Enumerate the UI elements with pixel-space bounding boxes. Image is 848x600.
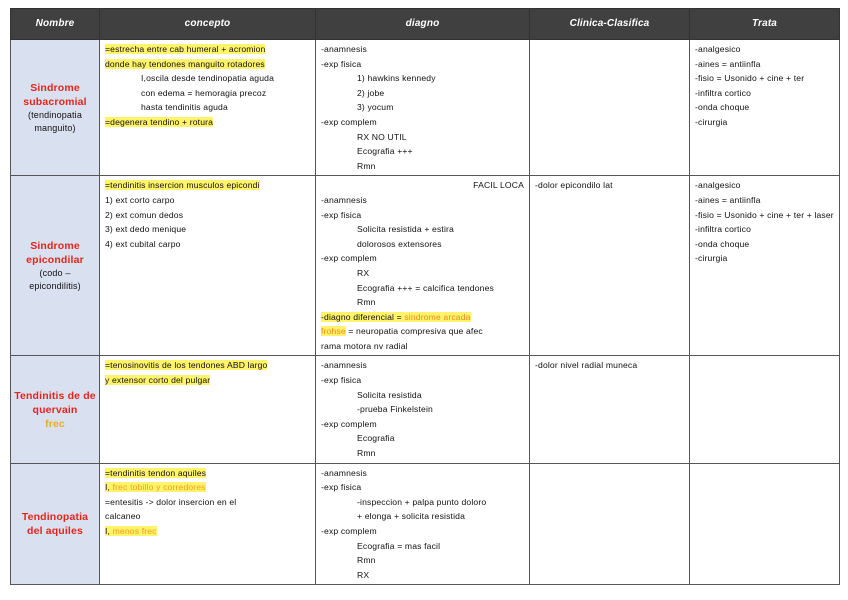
diagno-line: -exp complem	[321, 253, 377, 264]
trata-line: -cirurgia	[695, 253, 728, 264]
trata-line: -infiltra cortico	[695, 87, 752, 98]
diagno-line: Ecografia = mas facil	[357, 540, 441, 551]
condition-subtitle: frec	[45, 417, 65, 430]
condition-name: Tendinopatia del aquiles	[21, 511, 89, 537]
header-nombre: Nombre	[11, 9, 100, 40]
diagno-highlight: sindrome arcada	[404, 311, 471, 322]
trata-line: -aines = antiinfla	[695, 194, 761, 205]
concepto-line: =tenosinovitis de los tendones ABD largo	[105, 360, 268, 371]
trata-cell	[690, 176, 840, 356]
diagno-line: RX	[357, 267, 370, 278]
clinica-line: -dolor epicondilo lat	[535, 180, 613, 191]
concepto-line: =estrecha entre cab humeral + acromion	[105, 44, 266, 54]
condition-name: Sindrome subacromial	[23, 81, 87, 108]
trata-line: -aines = antiinfla	[695, 58, 761, 69]
notes-table	[10, 8, 840, 585]
condition-subtitle: (codo – epicondilitis)	[29, 267, 81, 291]
header-clinica: Clinica-Clasifica	[530, 9, 690, 40]
trata-line: -analgesico	[695, 180, 741, 191]
diagno-line: Rmn	[357, 160, 376, 171]
diagno-line: -exp complem	[321, 116, 377, 127]
concepto-line: con edema = hemoragia precoz	[141, 87, 267, 98]
diagno-line: RX NO UTIL	[357, 131, 407, 142]
diagno-line: -anamnesis	[321, 44, 367, 54]
diagno-highlight: frohse	[321, 326, 346, 337]
diagno-line: Solicita resistida + estira	[357, 224, 454, 235]
concepto-line: y extensor corto del pulgar	[105, 375, 211, 386]
diagno-line: FACIL LOCA	[473, 180, 524, 191]
diagno-line: Solicita resistida	[357, 389, 422, 400]
diagno-line: -anamnesis	[321, 194, 367, 205]
diagno-line: 1) hawkins kennedy	[357, 73, 436, 84]
clinica-cell	[530, 176, 690, 356]
diagno-cell	[316, 176, 530, 356]
trata-line: -onda choque	[695, 102, 750, 113]
concepto-cell	[100, 463, 316, 585]
diagno-line: Ecografia +++ = calcifica tendones	[357, 282, 494, 293]
table-row	[11, 356, 840, 463]
trata-line: -infiltra cortico	[695, 224, 752, 235]
concepto-line: I,	[105, 526, 113, 536]
concepto-line: I,	[105, 482, 113, 493]
concepto-line: =entesitis -> dolor insercion en el	[105, 496, 237, 507]
header-trata: Trata	[690, 9, 840, 40]
clinica-cell	[530, 356, 690, 463]
trata-cell	[690, 463, 840, 585]
concepto-cell	[100, 176, 316, 356]
trata-cell	[690, 356, 840, 463]
diagno-line: -prueba Finkelstein	[357, 404, 433, 415]
concepto-line: =degenera tendino + rotura	[105, 116, 214, 127]
concepto-line: =tendinitis tendon aquiles	[105, 467, 207, 478]
concepto-line: calcaneo	[105, 511, 141, 522]
concepto-highlight: menos frec	[112, 526, 157, 536]
clinica-cell	[530, 463, 690, 585]
diagno-cell	[316, 463, 530, 585]
diagno-line: -exp fisica	[321, 482, 362, 493]
row-name-cell	[11, 463, 100, 585]
diagno-line: Ecografia +++	[357, 146, 413, 157]
trata-cell	[690, 40, 840, 176]
diagno-line: = neuropatia compresiva que afec	[345, 326, 483, 337]
table-row	[11, 40, 840, 176]
trata-line: -onda choque	[695, 238, 750, 249]
concepto-line: =tendinitis insercion musculos epicondi	[105, 180, 260, 191]
concepto-line: I,oscila desde tendinopatia aguda	[141, 73, 275, 84]
trata-line: -analgesico	[695, 44, 741, 54]
table-row	[11, 176, 840, 356]
diagno-line: Rmn	[357, 297, 376, 308]
diagno-line: Rmn	[357, 555, 376, 566]
clinica-line: -dolor nivel radial muneca	[535, 360, 638, 371]
table-row	[11, 463, 840, 585]
header-row	[11, 9, 840, 40]
diagno-line: -diagno diferencial =	[321, 311, 405, 322]
condition-name: Tendinitis de de quervain	[14, 389, 96, 416]
header-concepto: concepto	[100, 9, 316, 40]
diagno-line: -anamnesis	[321, 467, 367, 478]
diagno-line: -exp complem	[321, 526, 377, 536]
clinica-cell	[530, 40, 690, 176]
concepto-line: 1) ext corto carpo	[105, 194, 175, 205]
concepto-line: hasta tendinitis aguda	[141, 102, 228, 113]
diagno-line: -exp fisica	[321, 375, 362, 386]
header-diagno: diagno	[316, 9, 530, 40]
diagno-line: + elonga + solicita resistida	[357, 511, 466, 522]
diagno-cell	[316, 356, 530, 463]
concepto-highlight: frec tobillo y corredores	[112, 482, 206, 493]
concepto-line: 4) ext cubital carpo	[105, 238, 181, 249]
diagno-line: rama motora nv radial	[321, 340, 408, 351]
diagno-line: RX	[357, 569, 370, 580]
diagno-line: -exp complem	[321, 418, 377, 429]
concepto-cell	[100, 356, 316, 463]
trata-line: -fisio = Usonido + cine + ter	[695, 73, 805, 84]
concepto-line: 2) ext comun dedos	[105, 209, 184, 220]
diagno-line: -inspeccion + palpa punto doloro	[357, 496, 487, 507]
trata-line: -fisio = Usonido + cine + ter + laser	[695, 209, 834, 220]
trata-line: -cirurgia	[695, 116, 728, 127]
diagno-line: 2) jobe	[357, 87, 385, 98]
row-name-cell	[11, 40, 100, 176]
condition-name: Sindrome epicondilar	[26, 239, 84, 266]
diagno-line: dolorosos extensores	[357, 238, 442, 249]
diagno-line: -exp fisica	[321, 58, 362, 69]
diagno-line: -anamnesis	[321, 360, 367, 371]
diagno-line: Ecografia	[357, 433, 395, 444]
diagno-line: Rmn	[357, 448, 376, 459]
diagno-line: -exp fisica	[321, 209, 362, 220]
condition-subtitle: (tendinopatia manguito)	[28, 109, 82, 133]
diagno-cell	[316, 40, 530, 176]
row-name-cell	[11, 176, 100, 356]
row-name-cell	[11, 356, 100, 463]
diagno-line: 3) yocum	[357, 102, 394, 113]
concepto-line: donde hay tendones manguito rotadores	[105, 58, 265, 69]
concepto-cell	[100, 40, 316, 176]
concepto-line: 3) ext dedo menique	[105, 224, 187, 235]
